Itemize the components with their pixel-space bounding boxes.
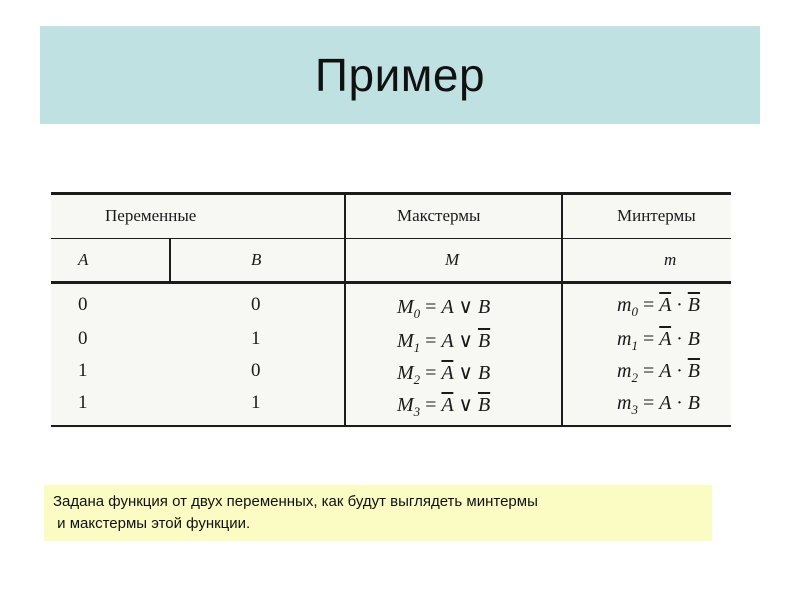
cell-a: 1 — [78, 360, 88, 381]
header-minterms: Минтермы — [617, 206, 696, 225]
column-rule-1 — [344, 192, 346, 427]
term-symbol: M — [397, 362, 414, 384]
term-operator: · — [676, 328, 683, 350]
header-bottom-rule — [51, 281, 731, 284]
cell-minterm — [617, 294, 700, 320]
note-line-2: и макстермы этой функции. — [53, 515, 251, 532]
title-banner — [40, 26, 760, 124]
subheader-a: A — [78, 250, 89, 269]
cell-minterm — [617, 360, 700, 386]
term-symbol: m — [617, 294, 632, 316]
equals-sign: = — [420, 330, 442, 352]
cell-a: 1 — [78, 392, 88, 413]
equals-sign: = — [420, 394, 442, 416]
cell-a: 0 — [78, 328, 88, 349]
equals-sign: = — [420, 362, 442, 384]
note-line-1: Задана функция от двух переменных, как будут выглядеть минтермы — [53, 493, 538, 510]
term-operator: · — [676, 360, 683, 382]
term-operator: · — [676, 392, 683, 414]
term-var-a: $\overline{A}$ — [441, 394, 454, 416]
term-symbol: m — [617, 360, 632, 382]
cell-a: 0 — [78, 294, 88, 315]
term-var-a: A — [441, 296, 454, 318]
equals-sign: = — [420, 296, 442, 318]
term-index: 3 — [413, 404, 421, 419]
term-operator: ∨ — [458, 330, 473, 352]
term-var-a: A — [659, 392, 672, 414]
term-var-b: B — [687, 392, 700, 414]
term-symbol: m — [617, 392, 632, 414]
term-index: 2 — [631, 370, 638, 385]
cell-maxterm — [397, 294, 490, 322]
equals-sign: = — [637, 294, 660, 316]
header-variables: Переменные — [105, 206, 197, 225]
term-var-b: B — [477, 362, 491, 384]
equals-sign: = — [637, 392, 660, 414]
cell-b: 0 — [251, 294, 261, 315]
term-index: 1 — [631, 338, 638, 353]
term-var-b: $\overline{B}$ — [687, 294, 700, 316]
cell-maxterm — [397, 392, 490, 420]
header-divider-rule — [51, 238, 731, 239]
term-operator: · — [676, 294, 683, 316]
term-var-b: $\overline{B}$ — [477, 330, 491, 352]
cell-b: 0 — [251, 360, 261, 381]
table-top-rule — [51, 192, 731, 195]
term-var-b: B — [687, 328, 700, 350]
term-index: 2 — [413, 372, 421, 387]
term-var-b: $\overline{B}$ — [477, 394, 491, 416]
term-index: 0 — [631, 304, 638, 319]
truth-table — [51, 192, 731, 428]
subheader-minterm: m — [664, 250, 677, 269]
cell-b: 1 — [251, 328, 261, 349]
cell-minterm — [617, 392, 700, 418]
cell-maxterm — [397, 360, 490, 388]
term-index: 0 — [413, 306, 421, 321]
term-symbol: M — [397, 296, 414, 318]
term-var-a: A — [659, 360, 672, 382]
term-var-a: $\overline{A}$ — [441, 362, 454, 384]
equals-sign: = — [637, 328, 660, 350]
term-symbol: M — [397, 394, 414, 416]
term-var-a: $\overline{A}$ — [659, 328, 672, 350]
subheader-maxterm: M — [445, 250, 460, 269]
task-note — [44, 485, 712, 541]
term-var-b: B — [477, 296, 491, 318]
term-symbol: M — [397, 330, 414, 352]
cell-b: 1 — [251, 392, 261, 413]
column-rule-ab — [169, 238, 171, 282]
page-title: Пример — [314, 49, 486, 101]
term-operator: ∨ — [458, 394, 473, 416]
term-index: 3 — [631, 402, 638, 417]
term-var-b: $\overline{B}$ — [687, 360, 700, 382]
term-operator: ∨ — [458, 296, 473, 318]
table-bottom-rule — [51, 425, 731, 427]
header-maxterms: Макстермы — [397, 206, 481, 225]
cell-maxterm — [397, 328, 490, 356]
column-rule-2 — [561, 192, 563, 427]
cell-minterm — [617, 328, 700, 354]
term-var-a: A — [441, 330, 454, 352]
term-operator: ∨ — [458, 362, 473, 384]
subheader-b: B — [251, 250, 262, 269]
equals-sign: = — [637, 360, 660, 382]
term-index: 1 — [413, 340, 421, 355]
term-symbol: m — [617, 328, 632, 350]
term-var-a: $\overline{A}$ — [659, 294, 672, 316]
